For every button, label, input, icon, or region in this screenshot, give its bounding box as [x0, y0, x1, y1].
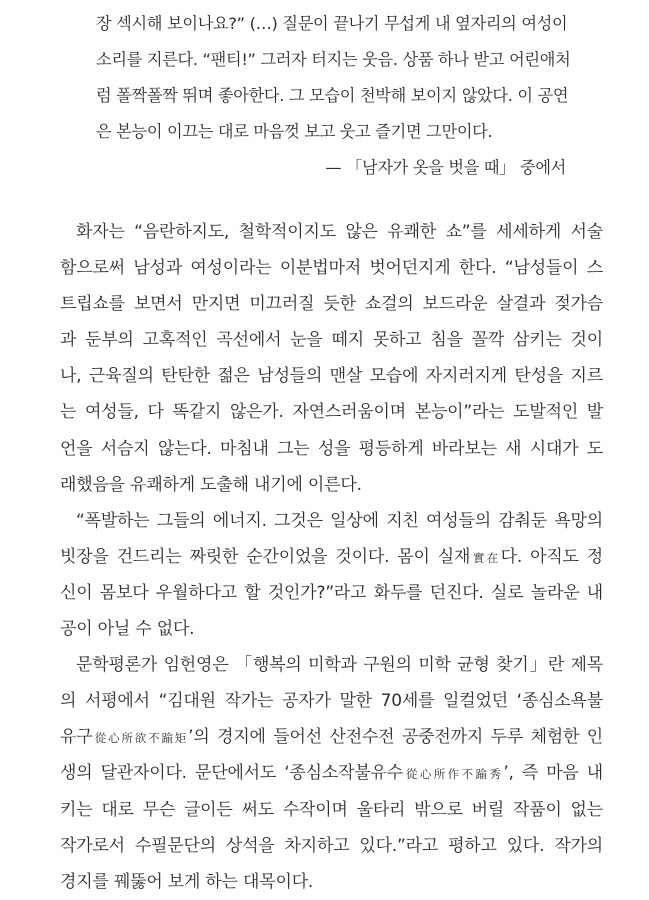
hanja-annotation: 實在 — [470, 550, 501, 565]
hanja-annotation: 從心所欲不踰矩 — [92, 731, 189, 746]
text-line: 래했음을 유쾌하게 도출해 내기에 이른다. — [60, 474, 362, 495]
paragraph-3 — [60, 647, 603, 900]
quote-line: 장 섹시해 보이나요?” (…) 질문이 끝나기 무섭게 내 옆자리의 여성이 — [96, 14, 568, 33]
paragraph-2 — [60, 503, 603, 647]
text-line: 나, 근육질의 탄탄한 젊은 남성들의 맨살 모습에 자지러지게 탄성을 지르 — [60, 366, 603, 387]
body-text — [60, 214, 603, 900]
text-line: 문학평론가 임헌영은 「행복의 미학과 구원의 미학 균형 찾기」란 제목 — [76, 655, 603, 676]
paragraph-1 — [60, 214, 603, 503]
quote-line: 은 본능이 이끄는 대로 마음껏 보고 웃고 즐기면 그만이다. — [96, 122, 493, 141]
text-line — [60, 719, 603, 755]
text-line: 언을 서슴지 않는다. 마침내 그는 성을 평등하게 바라보는 새 시대가 도 — [60, 438, 603, 459]
text-line — [60, 755, 603, 791]
text-segment: ’, 즉 마음 내 — [503, 763, 603, 784]
text-line: 키는 대로 무슨 글이든 써도 수작이며 울타리 밖으로 버릴 작품이 없는 — [60, 799, 603, 820]
quote-source: — 「남자가 옷을 벗을 때」 중에서 — [325, 158, 566, 177]
text-line: 화자는 “음란하지도, 철학적이지도 않은 유쾌한 쇼”를 세세하게 서술 — [76, 222, 603, 242]
text-segment: 다. 아직도 정 — [500, 546, 604, 567]
text-line: 신이 몸보다 우월하다고 할 것인가?”라고 화두를 던진다. 실로 놀라운 내 — [60, 582, 603, 603]
text-line: 함으로써 남성과 여성이라는 이분법마저 벗어던지게 한다. “남성들이 스 — [60, 258, 603, 279]
text-line: 공이 아닐 수 없다. — [60, 619, 195, 640]
text-line: 의 서평에서 “김대원 작가는 공자가 말한 70세를 일컬었던 ‘종심소욕불 — [60, 691, 603, 712]
text-line: 과 둔부의 고혹적인 곡선에서 눈을 떼지 못하고 침을 꼴깍 삼키는 것이 — [60, 330, 603, 351]
text-line: 는 여성들, 다 똑같지 않은가. 자연스러움이며 본능이”라는 도발적인 발 — [60, 402, 603, 423]
block-quote — [96, 6, 571, 186]
quote-line: 소리를 지른다. “팬티!” 그러자 터지는 웃음. 상품 하나 받고 어린애처 — [96, 50, 571, 69]
text-line: 경지를 꿰뚫어 보게 하는 대목이다. — [60, 871, 314, 892]
text-line: 작가로서 수필문단의 상석을 차지하고 있다.”라고 평하고 있다. 작가의 — [60, 835, 603, 856]
text-segment: 생의 달관자이다. 문단에서도 ‘종심소작불유수 — [60, 763, 403, 784]
text-line — [60, 539, 603, 575]
text-segment: 유구 — [60, 727, 93, 748]
text-segment: ’의 경지에 들어선 산전수전 공중전까지 두루 체험한 인 — [188, 727, 604, 748]
text-segment: 빗장을 건드리는 짜릿한 순간이었을 것이다. 몸이 실재 — [60, 546, 471, 567]
quote-line: 럼 폴짝폴짝 뛰며 좋아한다. 그 모습이 천박해 보이지 않았다. 이 공연 — [96, 86, 569, 105]
text-line: “폭발하는 그들의 에너지. 그것은 일상에 지친 여성들의 감춰둔 욕망의 — [76, 510, 603, 531]
text-line: 트립쇼를 보면서 만지면 미끄러질 듯한 쇼걸의 보드라운 살결과 젖가슴 — [60, 294, 603, 315]
hanja-annotation: 從心所作不踰秀 — [403, 767, 504, 782]
